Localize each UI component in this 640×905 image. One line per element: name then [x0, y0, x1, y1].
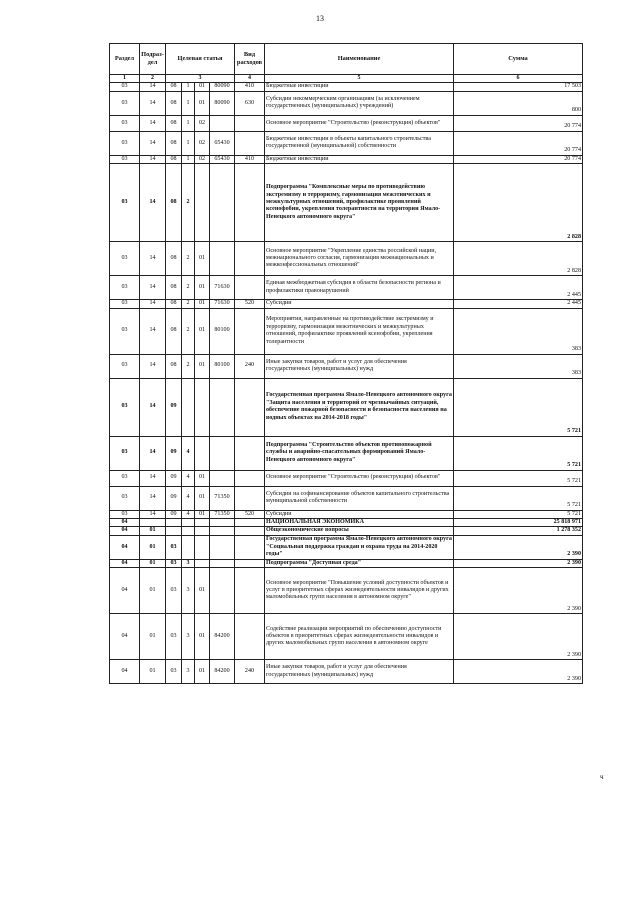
celevaya-event-cell: 02 — [195, 115, 210, 131]
celevaya-code-cell — [210, 164, 235, 242]
summa-cell: 1 278 352 — [454, 527, 583, 535]
summa-cell: 2 390 — [454, 559, 583, 567]
razdel-cell: 03 — [110, 300, 140, 308]
naimenovanie-cell: Основное мероприятие "Строительство (реконструкция) объектов" — [265, 470, 454, 486]
celevaya-subprogram-cell: 2 — [182, 242, 195, 276]
celevaya-program-cell — [166, 519, 182, 527]
table-row — [110, 242, 583, 276]
table-row — [110, 614, 583, 660]
vid-rashodov-cell — [235, 164, 265, 242]
podrazdel-cell: 14 — [140, 276, 166, 300]
razdel-cell: 03 — [110, 486, 140, 510]
naimenovanie-cell: Субсидии — [265, 300, 454, 308]
summa-cell: 800 — [454, 91, 583, 115]
celevaya-code-cell — [210, 470, 235, 486]
page-number: 13 — [316, 14, 324, 23]
celevaya-event-cell — [195, 527, 210, 535]
naimenovanie-cell: Государственная программа Ямало-Ненецкого автономного округа "Защита населения и территорий от чрезвычайных ситуаций, обеспечение пожарной безопасности и безопасности населения на водных объектах на 2014-2018 годы" — [265, 378, 454, 436]
table-row — [110, 660, 583, 684]
celevaya-code-cell: 71350 — [210, 510, 235, 518]
podrazdel-cell: 14 — [140, 378, 166, 436]
celevaya-event-cell: 01 — [195, 242, 210, 276]
celevaya-subprogram-cell: 4 — [182, 470, 195, 486]
table-row — [110, 115, 583, 131]
razdel-cell: 03 — [110, 115, 140, 131]
col-number: 6 — [454, 75, 583, 83]
table-row — [110, 164, 583, 242]
vid-rashodov-cell — [235, 378, 265, 436]
celevaya-code-cell: 84200 — [210, 614, 235, 660]
celevaya-subprogram-cell: 3 — [182, 614, 195, 660]
razdel-cell: 03 — [110, 470, 140, 486]
celevaya-subprogram-cell: 1 — [182, 115, 195, 131]
razdel-cell: 03 — [110, 308, 140, 354]
celevaya-event-cell: 01 — [195, 470, 210, 486]
naimenovanie-cell: Содействие реализации мероприятий по обеспечению доступности объектов в приоритетных сферах жизнедеятельности инвалидов и других маломобильных групп населения в автономном округе — [265, 614, 454, 660]
celevaya-subprogram-cell — [182, 527, 195, 535]
naimenovanie-cell: Основное мероприятие "Повышение условий доступности объектов и услуг в приоритетных сферах жизнедеятельности инвалидов и других маломобильных групп населения в автономном округе" — [265, 568, 454, 614]
celevaya-program-cell — [166, 527, 182, 535]
vid-rashodov-cell — [235, 131, 265, 155]
celevaya-program-cell: 08 — [166, 242, 182, 276]
celevaya-event-cell: 02 — [195, 155, 210, 163]
vid-rashodov-cell — [235, 276, 265, 300]
naimenovanie-cell: Общеэкономические вопросы — [265, 527, 454, 535]
naimenovanie-cell: НАЦИОНАЛЬНАЯ ЭКОНОМИКА — [265, 519, 454, 527]
vid-rashodov-cell: 630 — [235, 91, 265, 115]
celevaya-program-cell: 09 — [166, 378, 182, 436]
celevaya-program-cell: 08 — [166, 131, 182, 155]
table-row — [110, 568, 583, 614]
celevaya-event-cell: 01 — [195, 510, 210, 518]
celevaya-event-cell: 01 — [195, 308, 210, 354]
naimenovanie-cell: Подпрограмма "Комплексные меры по противодействию экстремизму и терроризму, гармонизация межэтнических и межкультурных отношений, профилактике проявлений ксенофобии, укрепления толерантности на территории Ямало-Ненецкого автономного округа" — [265, 164, 454, 242]
header-podrazdel: Подраз-дел — [140, 44, 166, 75]
razdel-cell: 03 — [110, 164, 140, 242]
celevaya-event-cell: 01 — [195, 354, 210, 378]
razdel-cell: 03 — [110, 510, 140, 518]
celevaya-program-cell: 08 — [166, 308, 182, 354]
summa-cell: 20 774 — [454, 115, 583, 131]
summa-cell: 2 828 — [454, 164, 583, 242]
table-row — [110, 559, 583, 567]
naimenovanie-cell: Бюджетные инвестиции — [265, 83, 454, 91]
col-number: 4 — [235, 75, 265, 83]
summa-cell: 2 390 — [454, 535, 583, 559]
naimenovanie-cell: Основное мероприятие "Укрепление единства российской нации, межнационального согласия, гармонизация межнациональных и межконфессиональных отношений" — [265, 242, 454, 276]
vid-rashodov-cell: 520 — [235, 510, 265, 518]
naimenovanie-cell: Основное мероприятие "Строительство (реконструкция) объектов" — [265, 115, 454, 131]
vid-rashodov-cell: 410 — [235, 83, 265, 91]
celevaya-event-cell: 01 — [195, 300, 210, 308]
celevaya-program-cell: 03 — [166, 568, 182, 614]
naimenovanie-cell: Государственная программа Ямало-Ненецкого автономного округа "Социальная поддержка граждан и охрана труда на 2014-2020 годы" — [265, 535, 454, 559]
razdel-cell: 04 — [110, 559, 140, 567]
summa-cell: 5 721 — [454, 378, 583, 436]
celevaya-subprogram-cell: 2 — [182, 164, 195, 242]
podrazdel-cell: 14 — [140, 164, 166, 242]
celevaya-code-cell: 71630 — [210, 276, 235, 300]
table-body — [110, 83, 583, 684]
celevaya-code-cell — [210, 559, 235, 567]
celevaya-code-cell — [210, 535, 235, 559]
summa-cell: 2 828 — [454, 242, 583, 276]
budget-table — [109, 43, 583, 684]
table-row — [110, 535, 583, 559]
celevaya-subprogram-cell: 4 — [182, 436, 195, 470]
celevaya-program-cell: 08 — [166, 91, 182, 115]
razdel-cell: 03 — [110, 354, 140, 378]
razdel-cell: 03 — [110, 155, 140, 163]
header-razdel: Раздел — [110, 44, 140, 75]
razdel-cell: 04 — [110, 614, 140, 660]
celevaya-program-cell: 08 — [166, 155, 182, 163]
col-number: 1 — [110, 75, 140, 83]
celevaya-event-cell — [195, 436, 210, 470]
naimenovanie-cell: Мероприятия, направленные на противодействие экстремизму и терроризму, гармонизация межэтнических и межкультурных отношений, профилактике проявлений ксенофобии, укрепления толерантности — [265, 308, 454, 354]
naimenovanie-cell: Иные закупки товаров, работ и услуг для обеспечения государственных (муниципальных) нужд — [265, 354, 454, 378]
table-row — [110, 131, 583, 155]
podrazdel-cell: 14 — [140, 470, 166, 486]
table-row — [110, 308, 583, 354]
summa-cell: 2 390 — [454, 660, 583, 684]
table-row — [110, 470, 583, 486]
celevaya-program-cell: 09 — [166, 510, 182, 518]
naimenovanie-cell: Подпрограмма "Строительство объектов противопожарной службы и аварийно-спасательных формирований Ямало-Ненецкого автономного округа" — [265, 436, 454, 470]
naimenovanie-cell: Субсидии на софинансирование объектов капитального строительства муниципальной собственности — [265, 486, 454, 510]
podrazdel-cell: 14 — [140, 83, 166, 91]
podrazdel-cell: 01 — [140, 535, 166, 559]
podrazdel-cell: 01 — [140, 660, 166, 684]
table-row — [110, 436, 583, 470]
margin-mark: ч — [600, 773, 604, 781]
celevaya-code-cell — [210, 378, 235, 436]
razdel-cell: 03 — [110, 83, 140, 91]
podrazdel-cell: 14 — [140, 354, 166, 378]
celevaya-program-cell: 03 — [166, 535, 182, 559]
table-row — [110, 510, 583, 518]
vid-rashodov-cell: 240 — [235, 660, 265, 684]
celevaya-code-cell: 65430 — [210, 131, 235, 155]
celevaya-subprogram-cell: 1 — [182, 91, 195, 115]
celevaya-code-cell — [210, 242, 235, 276]
celevaya-subprogram-cell: 4 — [182, 486, 195, 510]
razdel-cell: 04 — [110, 535, 140, 559]
celevaya-subprogram-cell: 3 — [182, 559, 195, 567]
header-row — [110, 44, 583, 75]
celevaya-program-cell: 08 — [166, 276, 182, 300]
celevaya-event-cell: 01 — [195, 486, 210, 510]
celevaya-code-cell: 71350 — [210, 486, 235, 510]
celevaya-program-cell: 09 — [166, 486, 182, 510]
celevaya-code-cell: 84200 — [210, 660, 235, 684]
celevaya-subprogram-cell: 4 — [182, 510, 195, 518]
celevaya-code-cell — [210, 519, 235, 527]
summa-cell: 2 390 — [454, 614, 583, 660]
celevaya-program-cell: 09 — [166, 470, 182, 486]
celevaya-event-cell — [195, 519, 210, 527]
vid-rashodov-cell — [235, 568, 265, 614]
vid-rashodov-cell — [235, 519, 265, 527]
podrazdel-cell: 14 — [140, 308, 166, 354]
podrazdel-cell: 14 — [140, 436, 166, 470]
naimenovanie-cell: Единая межбюджетная субсидия в области безопасности региона и профилактики правонарушений — [265, 276, 454, 300]
celevaya-event-cell: 01 — [195, 614, 210, 660]
vid-rashodov-cell — [235, 535, 265, 559]
naimenovanie-cell: Иные закупки товаров, работ и услуг для обеспечения государственных (муниципальных) нужд — [265, 660, 454, 684]
summa-cell: 25 818 971 — [454, 519, 583, 527]
celevaya-subprogram-cell: 3 — [182, 660, 195, 684]
podrazdel-cell: 01 — [140, 559, 166, 567]
celevaya-program-cell: 09 — [166, 436, 182, 470]
summa-cell: 17 503 — [454, 83, 583, 91]
celevaya-program-cell: 03 — [166, 559, 182, 567]
podrazdel-cell — [140, 519, 166, 527]
vid-rashodov-cell — [235, 614, 265, 660]
razdel-cell: 03 — [110, 378, 140, 436]
razdel-cell: 03 — [110, 276, 140, 300]
celevaya-subprogram-cell: 2 — [182, 300, 195, 308]
celevaya-code-cell — [210, 115, 235, 131]
celevaya-program-cell: 08 — [166, 354, 182, 378]
celevaya-program-cell: 08 — [166, 115, 182, 131]
podrazdel-cell: 14 — [140, 155, 166, 163]
summa-cell: 2 445 — [454, 276, 583, 300]
celevaya-event-cell — [195, 378, 210, 436]
table-row — [110, 91, 583, 115]
summa-cell: 383 — [454, 308, 583, 354]
naimenovanie-cell: Субсидии — [265, 510, 454, 518]
naimenovanie-cell: Субсидии некоммерческим организациям (за исключением государственных (муниципальных) учреждений) — [265, 91, 454, 115]
vid-rashodov-cell — [235, 308, 265, 354]
celevaya-code-cell — [210, 527, 235, 535]
celevaya-event-cell: 01 — [195, 568, 210, 614]
podrazdel-cell: 01 — [140, 614, 166, 660]
vid-rashodov-cell: 520 — [235, 300, 265, 308]
vid-rashodov-cell — [235, 486, 265, 510]
summa-cell: 5 721 — [454, 510, 583, 518]
table-row — [110, 519, 583, 527]
podrazdel-cell: 14 — [140, 115, 166, 131]
celevaya-subprogram-cell: 1 — [182, 155, 195, 163]
header-celevaya-statya: Целевая статья — [166, 44, 235, 75]
celevaya-code-cell: 80100 — [210, 308, 235, 354]
podrazdel-cell: 14 — [140, 300, 166, 308]
table-row — [110, 354, 583, 378]
celevaya-program-cell: 03 — [166, 660, 182, 684]
table-row — [110, 527, 583, 535]
celevaya-program-cell: 08 — [166, 83, 182, 91]
header-naimenovanie: Наименование — [265, 44, 454, 75]
celevaya-code-cell: 65430 — [210, 155, 235, 163]
celevaya-program-cell: 03 — [166, 614, 182, 660]
celevaya-event-cell — [195, 559, 210, 567]
celevaya-subprogram-cell: 3 — [182, 568, 195, 614]
celevaya-event-cell: 01 — [195, 276, 210, 300]
celevaya-event-cell: 01 — [195, 660, 210, 684]
celevaya-subprogram-cell — [182, 519, 195, 527]
col-number: 5 — [265, 75, 454, 83]
celevaya-subprogram-cell: 1 — [182, 83, 195, 91]
vid-rashodov-cell — [235, 559, 265, 567]
razdel-cell: 04 — [110, 519, 140, 527]
razdel-cell: 04 — [110, 527, 140, 535]
celevaya-code-cell: 80090 — [210, 83, 235, 91]
naimenovanie-cell: Бюджетные инвестиции в объекты капитального строительства государственной (муниципальной) собственности — [265, 131, 454, 155]
podrazdel-cell: 14 — [140, 486, 166, 510]
vid-rashodov-cell: 410 — [235, 155, 265, 163]
summa-cell: 383 — [454, 354, 583, 378]
summa-cell: 2 390 — [454, 568, 583, 614]
celevaya-subprogram-cell: 2 — [182, 308, 195, 354]
celevaya-subprogram-cell: 2 — [182, 276, 195, 300]
table-row — [110, 378, 583, 436]
celevaya-program-cell: 08 — [166, 164, 182, 242]
column-number-row — [110, 75, 583, 83]
podrazdel-cell: 14 — [140, 91, 166, 115]
celevaya-event-cell — [195, 164, 210, 242]
vid-rashodov-cell — [235, 242, 265, 276]
celevaya-event-cell: 02 — [195, 131, 210, 155]
naimenovanie-cell: Бюджетные инвестиции — [265, 155, 454, 163]
razdel-cell: 03 — [110, 131, 140, 155]
summa-cell: 5 721 — [454, 486, 583, 510]
celevaya-code-cell — [210, 568, 235, 614]
podrazdel-cell: 14 — [140, 242, 166, 276]
celevaya-event-cell: 01 — [195, 83, 210, 91]
celevaya-subprogram-cell — [182, 378, 195, 436]
vid-rashodov-cell: 240 — [235, 354, 265, 378]
podrazdel-cell: 01 — [140, 527, 166, 535]
col-number: 2 — [140, 75, 166, 83]
summa-cell: 20 774 — [454, 155, 583, 163]
table-row — [110, 486, 583, 510]
celevaya-code-cell: 71630 — [210, 300, 235, 308]
header-vid-rashodov: Вид расходов — [235, 44, 265, 75]
podrazdel-cell: 14 — [140, 131, 166, 155]
naimenovanie-cell: Подпрограмма "Доступная среда" — [265, 559, 454, 567]
summa-cell: 5 721 — [454, 436, 583, 470]
razdel-cell: 03 — [110, 242, 140, 276]
celevaya-event-cell — [195, 535, 210, 559]
razdel-cell: 03 — [110, 91, 140, 115]
celevaya-event-cell: 01 — [195, 91, 210, 115]
vid-rashodov-cell — [235, 436, 265, 470]
table-row — [110, 155, 583, 163]
vid-rashodov-cell — [235, 115, 265, 131]
col-number: 3 — [166, 75, 235, 83]
summa-cell: 5 721 — [454, 470, 583, 486]
table-row — [110, 83, 583, 91]
vid-rashodov-cell — [235, 470, 265, 486]
celevaya-subprogram-cell: 2 — [182, 354, 195, 378]
celevaya-code-cell: 80090 — [210, 91, 235, 115]
podrazdel-cell: 14 — [140, 510, 166, 518]
podrazdel-cell: 01 — [140, 568, 166, 614]
summa-cell: 2 445 — [454, 300, 583, 308]
table-row — [110, 300, 583, 308]
header-summa: Сумма — [454, 44, 583, 75]
vid-rashodov-cell — [235, 527, 265, 535]
celevaya-subprogram-cell — [182, 535, 195, 559]
table-row — [110, 276, 583, 300]
celevaya-program-cell: 08 — [166, 300, 182, 308]
celevaya-code-cell: 80100 — [210, 354, 235, 378]
razdel-cell: 04 — [110, 568, 140, 614]
celevaya-subprogram-cell: 1 — [182, 131, 195, 155]
celevaya-code-cell — [210, 436, 235, 470]
razdel-cell: 04 — [110, 660, 140, 684]
summa-cell: 20 774 — [454, 131, 583, 155]
razdel-cell: 03 — [110, 436, 140, 470]
